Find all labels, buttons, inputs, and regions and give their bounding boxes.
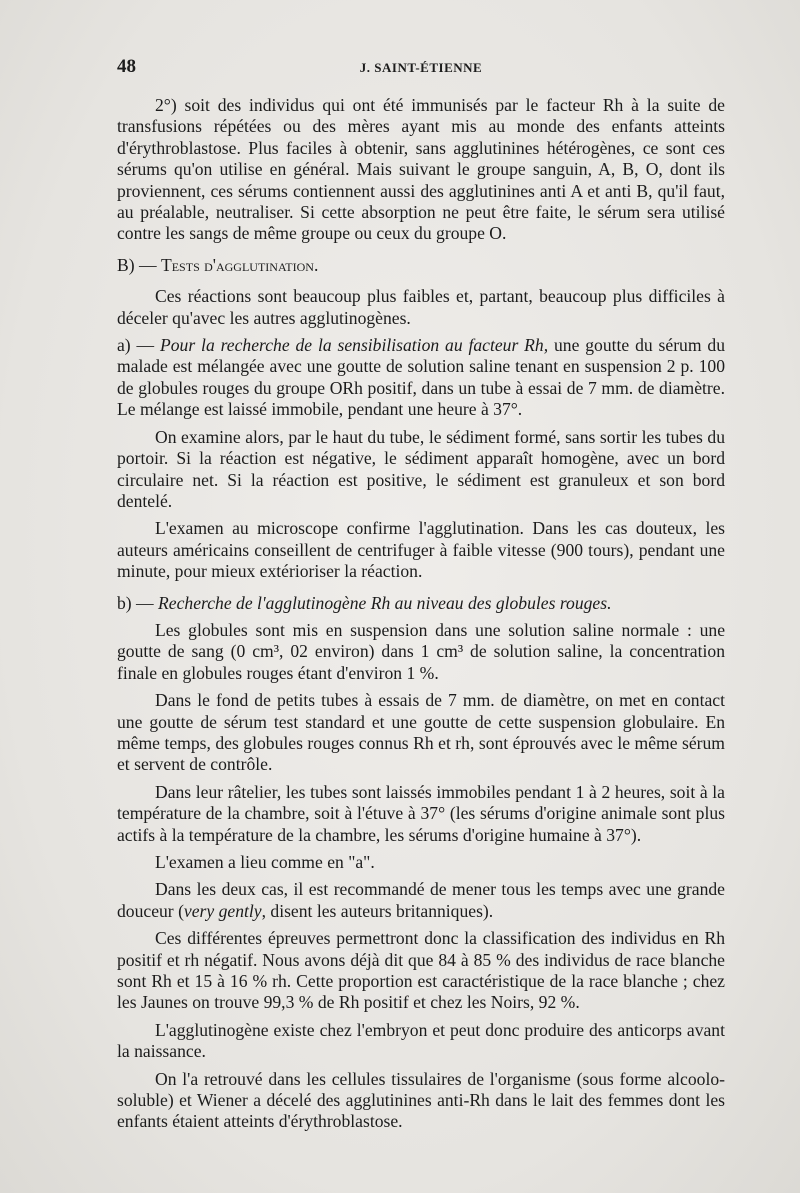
item-title-a: Pour la recherche de la sensibilisation au facteur Rh, <box>160 335 549 356</box>
paragraph-1: 2°) soit des individus qui ont été immunisés par le facteur Rh à la suite de transfusions répétées ou des mères ayant mis au monde des enfants atteints d'érythroblastose. Plus faciles à obtenir, sans agglutinines hétérogènes, ce sont ces sérums qu'on utilise en général. Mais suivant le groupe sanguin, A, B, O, dont ils proviennent, ces sérums contiennent aussi des agglutinines anti A et anti B, qu'il faut, au préalable, neutraliser. Si cette absorption ne peut être faite, le sérum sera utilisé contre les sangs de même groupe ou ceux du groupe O. <box>117 95 725 244</box>
paragraph-11: L'examen a lieu comme en "a". <box>155 852 375 872</box>
item-prefix-b: b) — <box>117 592 159 613</box>
paragraph-8: Les globules sont mis en suspension dans une solution saline normale : une goutte de sang (0 cm³, 02 environ) dans 1 cm³ de solution saline, la concentration finale en globules rouges étant d'environ 1 %. <box>117 619 725 683</box>
paragraph-a <box>117 335 725 421</box>
paragraph-14: L'agglutinogène existe chez l'embryon et peut donc produire des anticorps avant la naissance. <box>117 1019 725 1062</box>
item-prefix-a: a) — <box>117 335 160 356</box>
paragraph-10: Dans leur râtelier, les tubes sont laissés immobiles pendant 1 à 2 heures, soit à la température de la chambre, soit à l'étuve à 37° (les sérums d'origine animale sont plus actifs à la température de la chambre, les sérums d'origine humaine à 37°). <box>117 781 725 845</box>
running-head: J. SAINT-ÉTIENNE <box>359 60 483 75</box>
item-text-a: une goutte du sérum du malade est mélangée avec une goutte de solution saline tenant en suspension 2 p. 100 de globules rouges du groupe ORh positif, dans un tube à essai de 7 mm. de diamètre. Le mélange est laissé immobile, pendant une heure à 37°. <box>117 335 725 420</box>
heading-prefix: B) — <box>117 254 161 275</box>
body-text <box>117 95 725 1139</box>
heading-title: Tests d'agglutination. <box>160 254 319 275</box>
paragraph-6: L'examen au microscope confirme l'agglutination. Dans les cas douteux, les auteurs américains conseillent de centrifuger à faible vitesse (900 tours), pendant une minute, pour mieux extérioriser la réaction. <box>117 518 725 582</box>
item-title-b: Recherche de l'agglutinogène Rh au niveau des globules rouges. <box>158 592 612 613</box>
paragraph-5: On examine alors, par le haut du tube, le sédiment formé, sans sortir les tubes du portoir. Si la réaction est négative, le sédiment apparaît homogène, avec un bord circulaire net. Si la réaction est positive, le sédiment est granuleux et son bord dentelé. <box>117 426 725 511</box>
paragraph-12 <box>117 879 725 922</box>
paragraph-3: Ces réactions sont beaucoup plus faibles et, partant, beaucoup plus difficiles à déceler qu'avec les autres agglutinogènes. <box>117 286 725 328</box>
paragraph-9: Dans le fond de petits tubes à essais de 7 mm. de diamètre, on met en contact une goutte de sérum test standard et une goutte de cette suspension globulaire. En même temps, des globules rouges connus Rh et rh, sont éprouvés avec le même sérum et servent de contrôle. <box>117 690 725 775</box>
page-number: 48 <box>117 56 136 77</box>
section-heading-b <box>117 255 725 276</box>
paragraph-15: On l'a retrouvé dans les cellules tissulaires de l'organisme (sous forme alcoolo-soluble) et Wiener a décelé des agglutinines anti-Rh dans le lait des femmes dont les enfants étaient atteints d'érythroblastose. <box>117 1068 725 1132</box>
paragraph-b <box>117 593 725 614</box>
paragraph-13: Ces différentes épreuves permettront donc la classification des individus en Rh positif et rh négatif. Nous avons déjà dit que 84 à 85 % des individus de race blanche sont Rh et 15 à 16 % rh. Cette proportion est caractéristique de la race blanche ; chez les Jaunes on trouve 99,3 % de Rh positif et chez les Noirs, 92 %. <box>117 928 725 1013</box>
paragraph-12-rest: , disent les auteurs britanniques). <box>261 900 494 921</box>
page-header <box>117 56 725 80</box>
paragraph-12-pre: Dans les deux cas, il est recommandé de mener tous les temps avec une grande douceur ( <box>117 879 725 921</box>
paragraph-12-italic: very gently <box>183 900 262 921</box>
